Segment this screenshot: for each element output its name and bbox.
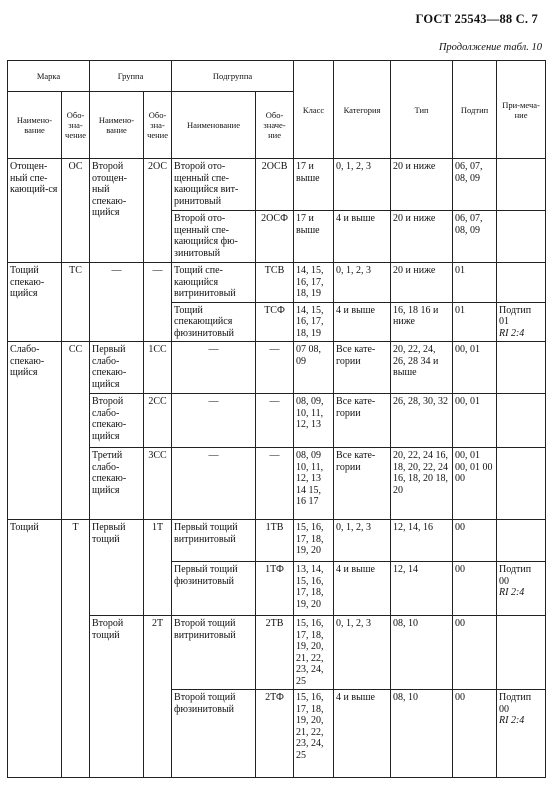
marka-code: СС	[62, 342, 90, 520]
table-row	[8, 159, 546, 211]
klass-cell: 14, 15, 16, 17, 18, 19	[294, 263, 334, 303]
note-cell	[497, 520, 546, 562]
group-code: 2Т	[144, 616, 172, 778]
note-text: Подтип 00	[499, 564, 532, 587]
klass-cell: 15, 16, 17, 18, 19, 20, 21, 22, 23, 24, 25	[294, 690, 334, 778]
tip-cell: 08, 10	[391, 616, 453, 690]
note-cell	[497, 159, 546, 211]
podtip-cell: 01	[453, 263, 497, 303]
tip-cell: 12, 14	[391, 562, 453, 616]
col-primechanie: При-меча-ние	[497, 61, 546, 159]
tip-cell: 08, 10	[391, 690, 453, 778]
note-cell	[497, 342, 546, 394]
marka-name: Отощен-ный спе-кающий-ся	[8, 159, 62, 263]
subgroup-code: 2ТВ	[256, 616, 294, 690]
klass-cell: 15, 16, 17, 18, 19, 20	[294, 520, 334, 562]
marka-code: ОС	[62, 159, 90, 263]
marka-name: Слабо-спекаю-щийся	[8, 342, 62, 520]
subgroup-code: —	[256, 394, 294, 448]
group-code: 1Т	[144, 520, 172, 616]
podtip-cell: 00, 01	[453, 394, 497, 448]
subgroup-name: Второй ото-щенный спе-кающийся вит-ринитовый	[172, 159, 256, 211]
subgroup-code: —	[256, 342, 294, 394]
kategoriya-cell: Все кате-гории	[334, 394, 391, 448]
tip-cell: 26, 28, 30, 32	[391, 394, 453, 448]
group-name: Третий слабо-спекаю-щийся	[90, 448, 144, 520]
note-ri: RI 2:4	[499, 327, 525, 339]
group-name: —	[90, 263, 144, 342]
col-sub-code: Обо-значе-ние	[256, 92, 294, 159]
podtip-cell: 06, 07, 08, 09	[453, 159, 497, 211]
group-code: 2СС	[144, 394, 172, 448]
group-code: 3СС	[144, 448, 172, 520]
subgroup-code: 1ТВ	[256, 520, 294, 562]
col-podgruppa: Подгруппа	[172, 61, 294, 92]
note-cell	[497, 394, 546, 448]
tip-cell: 16, 18 16 и ниже	[391, 302, 453, 342]
tip-cell: 20 и ниже	[391, 263, 453, 303]
group-code: 2ОС	[144, 159, 172, 263]
podtip-cell: 01	[453, 302, 497, 342]
subgroup-code: 1ТФ	[256, 562, 294, 616]
marka-name: Тощий	[8, 520, 62, 778]
subgroup-name: Второй тощий фюзинитовый	[172, 690, 256, 778]
kategoriya-cell: 0, 1, 2, 3	[334, 616, 391, 690]
marka-code: ТС	[62, 263, 90, 342]
note-text: Подтип 01	[499, 304, 532, 327]
subgroup-name: —	[172, 448, 256, 520]
subgroup-code: ТСФ	[256, 302, 294, 342]
subgroup-name: Тощий спекающийся фюзинитовый	[172, 302, 256, 342]
subgroup-name: —	[172, 342, 256, 394]
kategoriya-cell: 4 и выше	[334, 302, 391, 342]
col-gruppa-naim: Наимено-вание	[90, 92, 144, 159]
kategoriya-cell: 0, 1, 2, 3	[334, 159, 391, 211]
subgroup-name: Первый тощий фюзинитовый	[172, 562, 256, 616]
kategoriya-cell: Все кате-гории	[334, 342, 391, 394]
subgroup-name: —	[172, 394, 256, 448]
podtip-cell: 00, 01 00, 01 00 00	[453, 448, 497, 520]
col-marka: Марка	[8, 61, 90, 92]
group-name: Второй тощий	[90, 616, 144, 778]
podtip-cell: 00	[453, 616, 497, 690]
klass-cell: 17 и выше	[294, 159, 334, 211]
kategoriya-cell: Все кате-гории	[334, 448, 391, 520]
note-ri: RI 2:4	[499, 715, 525, 726]
subgroup-name: Второй тощий витринитовый	[172, 616, 256, 690]
subgroup-code: —	[256, 448, 294, 520]
subgroup-name: Тощий спе-кающийся витринитовый	[172, 263, 256, 303]
subgroup-name: Первый тощий витринитовый	[172, 520, 256, 562]
klass-cell: 08, 09, 10, 11, 12, 13	[294, 394, 334, 448]
col-marka-naim: Наимено-вание	[8, 92, 62, 159]
subgroup-code: 2ТФ	[256, 690, 294, 778]
coal-classification-table	[7, 60, 546, 778]
group-code: 1СС	[144, 342, 172, 394]
group-code: —	[144, 263, 172, 342]
table-row	[8, 263, 546, 303]
table-continuation-label: Продолжение табл. 10	[438, 42, 542, 53]
kategoriya-cell: 4 и выше	[334, 690, 391, 778]
podtip-cell: 00	[453, 690, 497, 778]
tip-cell: 20, 22, 24 16, 18, 20, 22, 24 16, 18, 20 18, 20	[391, 448, 453, 520]
podtip-cell: 00, 01	[453, 342, 497, 394]
table-row	[8, 520, 546, 562]
note-ri: RI 2:4	[499, 587, 525, 598]
tip-cell: 20 и ниже	[391, 211, 453, 263]
tip-cell: 12, 14, 16	[391, 520, 453, 562]
note-cell	[497, 302, 546, 342]
col-klass: Класс	[294, 61, 334, 159]
group-name: Первый слабо-спекаю-щийся	[90, 342, 144, 394]
podtip-cell: 06, 07, 08, 09	[453, 211, 497, 263]
klass-cell: 14, 15, 16, 17, 18, 19	[294, 302, 334, 342]
col-podtip: Подтип	[453, 61, 497, 159]
subgroup-code: 2ОСВ	[256, 159, 294, 211]
marka-code: Т	[62, 520, 90, 778]
group-name: Первый тощий	[90, 520, 144, 616]
table-row	[8, 342, 546, 394]
note-cell	[497, 211, 546, 263]
kategoriya-cell: 0, 1, 2, 3	[334, 263, 391, 303]
col-gruppa-code: Обо-зна-чение	[144, 92, 172, 159]
note-cell	[497, 690, 546, 778]
group-name: Второй слабо-спекаю-щийся	[90, 394, 144, 448]
note-text: Подтип 00	[499, 692, 532, 715]
tip-cell: 20, 22, 24, 26, 28 34 и выше	[391, 342, 453, 394]
page-header: ГОСТ 25543—88 С. 7	[415, 12, 538, 26]
note-cell	[497, 562, 546, 616]
marka-name: Тощий спекаю-щийся	[8, 263, 62, 342]
note-cell	[497, 448, 546, 520]
col-sub-naim: Наименование	[172, 92, 256, 159]
klass-cell: 08, 09 10, 11, 12, 13 14 15, 16 17	[294, 448, 334, 520]
klass-cell: 15, 16, 17, 18, 19, 20, 21, 22, 23, 24, 25	[294, 616, 334, 690]
klass-cell: 07 08, 09	[294, 342, 334, 394]
note-cell	[497, 616, 546, 690]
subgroup-code: ТСВ	[256, 263, 294, 303]
col-gruppa: Группа	[90, 61, 172, 92]
kategoriya-cell: 4 и выше	[334, 211, 391, 263]
subgroup-code: 2ОСФ	[256, 211, 294, 263]
kategoriya-cell: 4 и выше	[334, 562, 391, 616]
note-cell	[497, 263, 546, 303]
klass-cell: 13, 14, 15, 16, 17, 18, 19, 20	[294, 562, 334, 616]
col-tip: Тип	[391, 61, 453, 159]
kategoriya-cell: 0, 1, 2, 3	[334, 520, 391, 562]
tip-cell: 20 и ниже	[391, 159, 453, 211]
group-name: Второй отощен-ный спекаю-щийся	[90, 159, 144, 263]
podtip-cell: 00	[453, 562, 497, 616]
subgroup-name: Второй ото-щенный спе-кающийся фю-зинитовый	[172, 211, 256, 263]
klass-cell: 17 и выше	[294, 211, 334, 263]
podtip-cell: 00	[453, 520, 497, 562]
col-kategoriya: Категория	[334, 61, 391, 159]
col-marka-code: Обо-зна-чение	[62, 92, 90, 159]
